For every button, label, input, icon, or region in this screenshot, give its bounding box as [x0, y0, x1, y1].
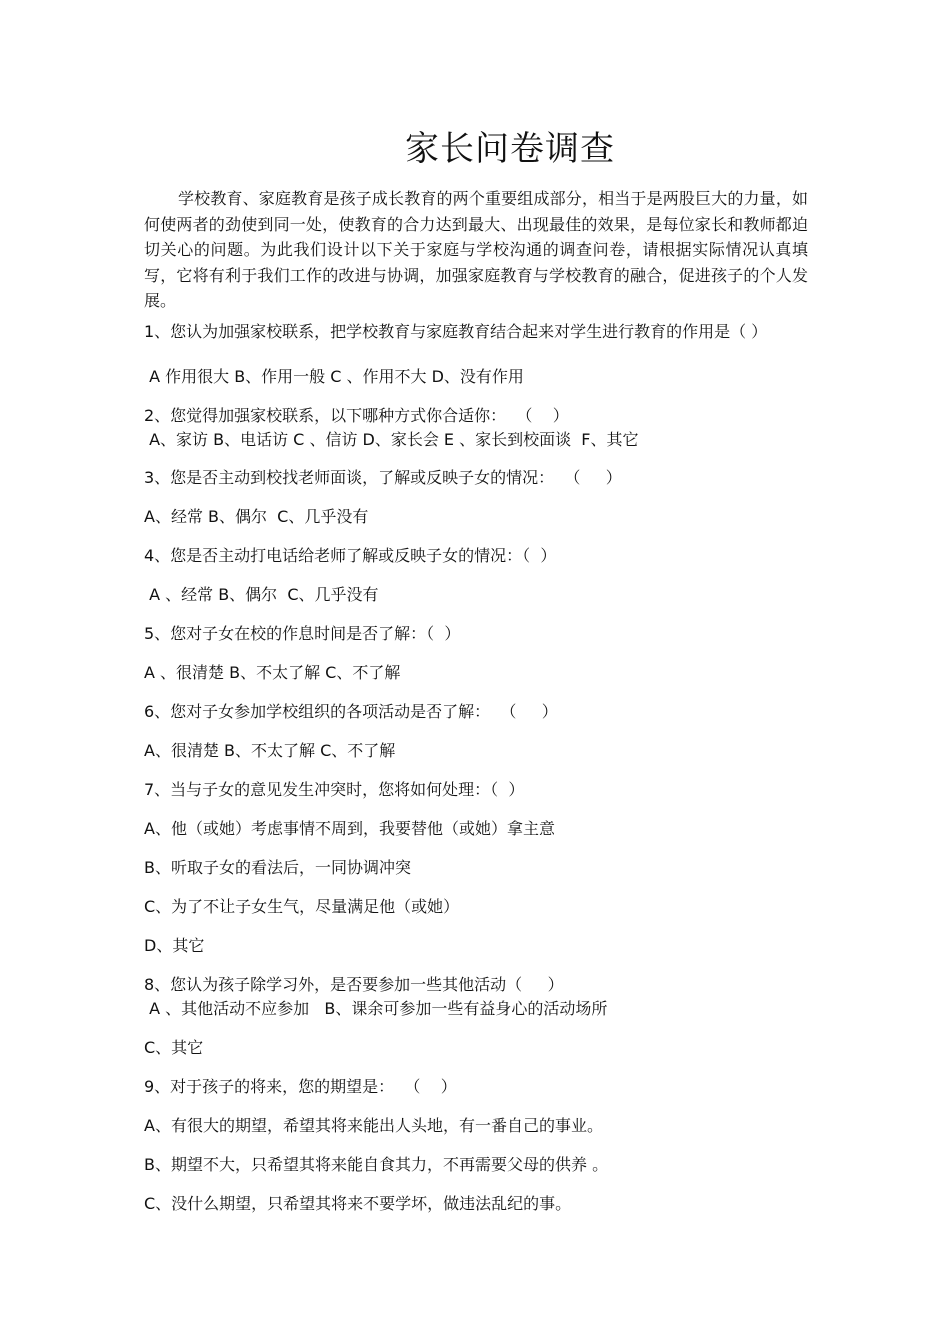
question-9-option-c: C、没什么期望，只希望其将来不要学坏，做违法乱纪的事。: [144, 1194, 572, 1213]
question-9: 9、对于孩子的将来，您的期望是： （ ）: [144, 1077, 457, 1096]
question-3-options: A、经常 B、偶尔 C、几乎没有: [144, 507, 369, 526]
question-2: 2、您觉得加强家校联系，以下哪种方式你合适你： （ ）: [144, 406, 569, 425]
question-5: 5、您对子女在校的作息时间是否了解：（ ）: [144, 624, 461, 643]
page-title: 家长问卷调查: [405, 129, 615, 169]
question-6: 6、您对子女参加学校组织的各项活动是否了解： （ ）: [144, 702, 558, 721]
question-8-option-c: C、其它: [144, 1038, 204, 1057]
question-9-option-a: A、有很大的期望，希望其将来能出人头地，有一番自己的事业。: [144, 1116, 603, 1135]
question-3: 3、您是否主动到校找老师面谈，了解或反映子女的情况： （ ）: [144, 468, 622, 487]
question-1-options: A 作用很大 B、作用一般 C 、作用不大 D、没有作用: [144, 367, 524, 386]
question-7: 7、当与子女的意见发生冲突时，您将如何处理：（ ）: [144, 780, 525, 799]
question-6-options: A、很清楚 B、不太了解 C、不了解: [144, 741, 396, 760]
question-5-options: A 、很清楚 B、不太了解 C、不了解: [144, 663, 401, 682]
intro-paragraph: 学校教育、家庭教育是孩子成长教育的两个重要组成部分，相当于是两股巨大的力量，如何使两者的劲使到同一处，使教育的合力达到最大、出现最佳的效果，是每位家长和教师都迫切关心的问题。为此我们设计以下关于家庭与学校沟通的调查问卷，请根据实际情况认真填写，它将有利于我们工作的改进与协调，加强家庭教育与学校教育的融合，促进孩子的个人发展。: [144, 189, 808, 310]
question-7-option-c: C、为了不让子女生气，尽量满足他（或她）: [144, 897, 460, 916]
question-7-option-d: D、其它: [144, 936, 205, 955]
question-9-option-b: B、期望不大，只希望其将来能自食其力，不再需要父母的供养 。: [144, 1155, 609, 1174]
question-4: 4、您是否主动打电话给老师了解或反映子女的情况：（ ）: [144, 546, 557, 565]
question-1: 1、您认为加强家校联系，把学校教育与家庭教育结合起来对学生进行教育的作用是（ ）: [144, 322, 768, 341]
question-4-options: A 、经常 B、偶尔 C、几乎没有: [144, 585, 379, 604]
question-8: 8、您认为孩子除学习外，是否要参加一些其他活动（ ）: [144, 975, 564, 994]
question-7-option-a: A、他（或她）考虑事情不周到，我要替他（或她）拿主意: [144, 819, 555, 838]
question-8-option-ab: A 、其他活动不应参加 B、课余可参加一些有益身心的活动场所: [144, 999, 608, 1018]
question-2-options: A、家访 B、电话访 C 、信访 D、家长会 E 、家长到校面谈 F、其它: [144, 430, 639, 449]
question-7-option-b: B、听取子女的看法后，一同协调冲突: [144, 858, 411, 877]
